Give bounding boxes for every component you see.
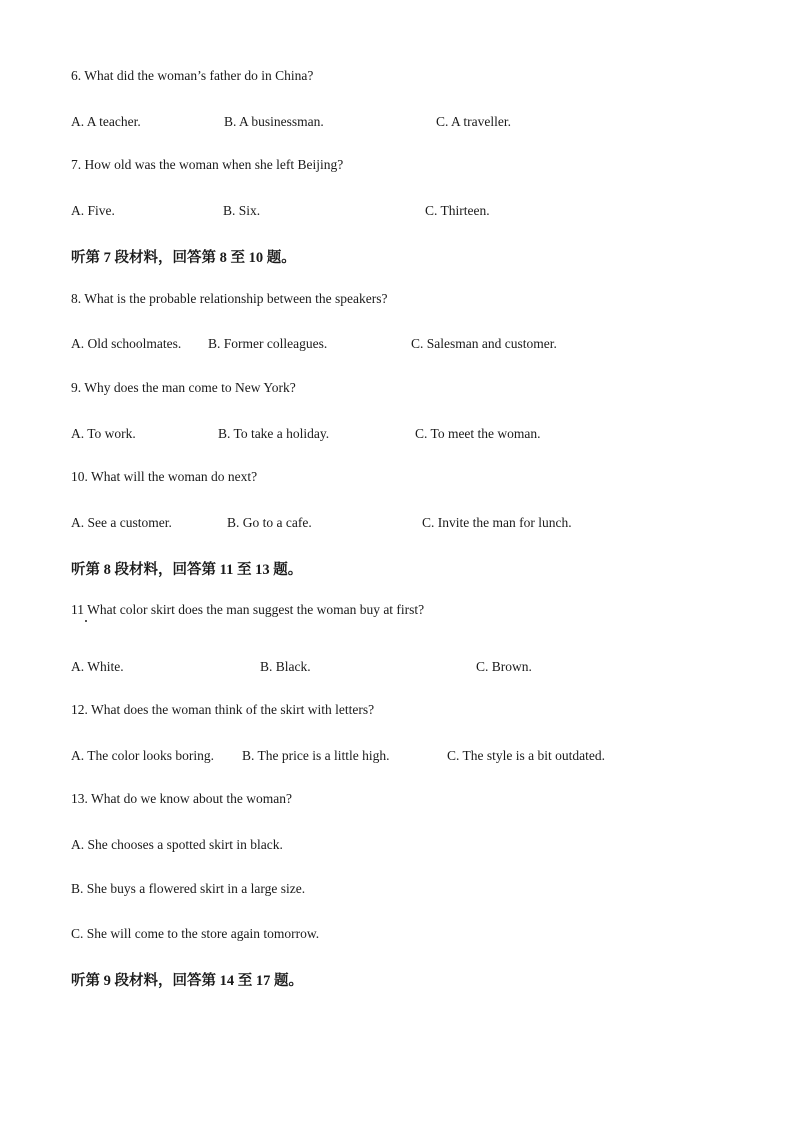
question-text: 9. Why does the man come to New York? — [71, 380, 296, 395]
option-a: A. Five. — [71, 203, 115, 218]
option-a: A. A teacher. — [71, 114, 141, 129]
option-c: C. A traveller. — [436, 114, 511, 129]
option-b: B. Former colleagues. — [208, 336, 328, 351]
option-a: A. White. — [71, 659, 124, 674]
option-a: A. See a customer. — [71, 515, 172, 530]
question-text: 12. What does the woman think of the skirt with letters? — [71, 702, 375, 717]
option-c: C. The style is a bit outdated. — [447, 748, 605, 763]
question-text: 11 What color skirt does the man suggest the woman buy at first? — [71, 602, 425, 617]
option-b: B. Black. — [260, 659, 311, 674]
option-a: A. Old schoolmates. — [71, 336, 182, 351]
option-b: B. She buys a flowered skirt in a large size. — [71, 881, 306, 896]
option-c: C. Thirteen. — [425, 203, 490, 218]
option-c: C. She will come to the store again tomorrow. — [71, 926, 320, 941]
option-a: A. The color looks boring. — [71, 748, 214, 763]
option-b: B. Go to a cafe. — [227, 515, 312, 530]
section-heading-8: 听第 8 段材料，回答第 11 至 13 题。 — [71, 562, 303, 578]
option-a: A. She chooses a spotted skirt in black. — [71, 837, 283, 852]
question-text: 7. How old was the woman when she left Beijing? — [71, 157, 344, 172]
question-text: 10. What will the woman do next? — [71, 469, 258, 484]
question-text: 6. What did the woman’s father do in China? — [71, 68, 314, 83]
option-c: C. Brown. — [476, 659, 532, 674]
question-text: 8. What is the probable relationship between the speakers? — [71, 291, 388, 306]
option-b: B. The price is a little high. — [242, 748, 390, 763]
question-text: 13. What do we know about the woman? — [71, 791, 292, 806]
option-c: C. Salesman and customer. — [411, 336, 557, 351]
option-b: B. To take a holiday. — [218, 426, 330, 441]
option-c: C. Invite the man for lunch. — [422, 515, 572, 530]
option-a: A. To work. — [71, 426, 136, 441]
section-heading-9: 听第 9 段材料，回答第 14 至 17 题。 — [71, 973, 303, 989]
stray-dot-mark — [85, 620, 87, 622]
option-c: C. To meet the woman. — [415, 426, 541, 441]
option-b: B. A businessman. — [224, 114, 324, 129]
option-b: B. Six. — [223, 203, 261, 218]
section-heading-7: 听第 7 段材料，回答第 8 至 10 题。 — [71, 250, 296, 266]
